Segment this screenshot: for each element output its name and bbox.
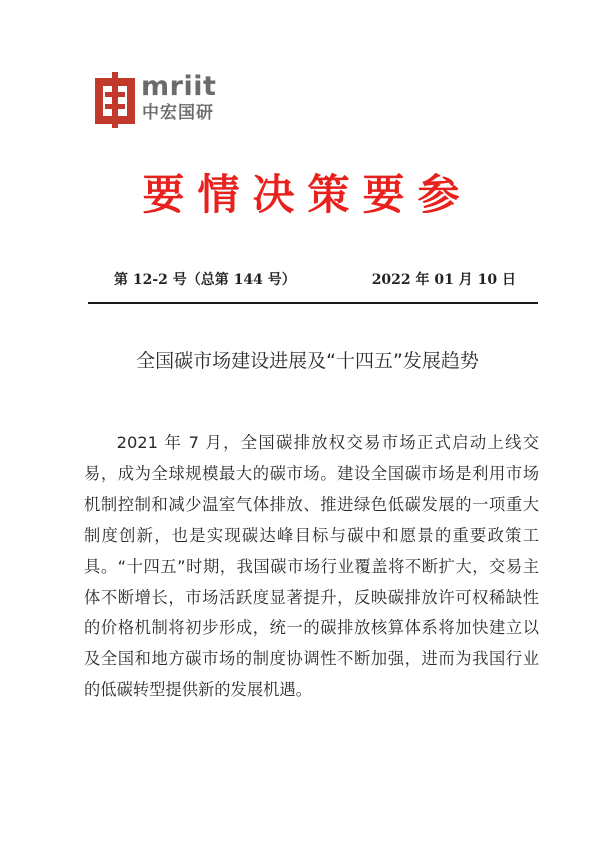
issue-number: 第 12-2 号（总第 144 号） [114,272,296,288]
mriit-logo-mark-icon [95,72,135,128]
mriit-logo [95,72,235,132]
article-body: 2021 年 7 月，全国碳排放权交易市场正式启动上线交易，成为全球规模最大的碳市场。建设全国碳市场是利用市场机制控制和减少温室气体排放、推进绿色低碳发展的一项重大制度创新，也是实现碳达峰目标与碳中和愿景的重要政策工具。“十四五”时期，我国碳市场行业覆盖将不断扩大，交易主体不断增长，市场活跃度显著提升，反映碳排放许可权稀缺性的价格机制将初步形成，统一的碳排放核算体系将加快建立以及全国和地方碳市场的制度协调性不断加强，进而为我国行业的低碳转型提供新的发展机遇。 [84,433,539,700]
logo-chinese-name: 中宏国研 [142,103,214,123]
issue-info-row [88,268,538,292]
article-title: 全国碳市场建设进展及“十四五”发展趋势 [136,350,479,372]
issue-date: 2022 年 01 月 10 日 [371,272,516,288]
masthead-title: 要情决策要参 [142,170,473,219]
header-divider [88,302,538,304]
logo-wordmark: mriit [141,71,217,102]
